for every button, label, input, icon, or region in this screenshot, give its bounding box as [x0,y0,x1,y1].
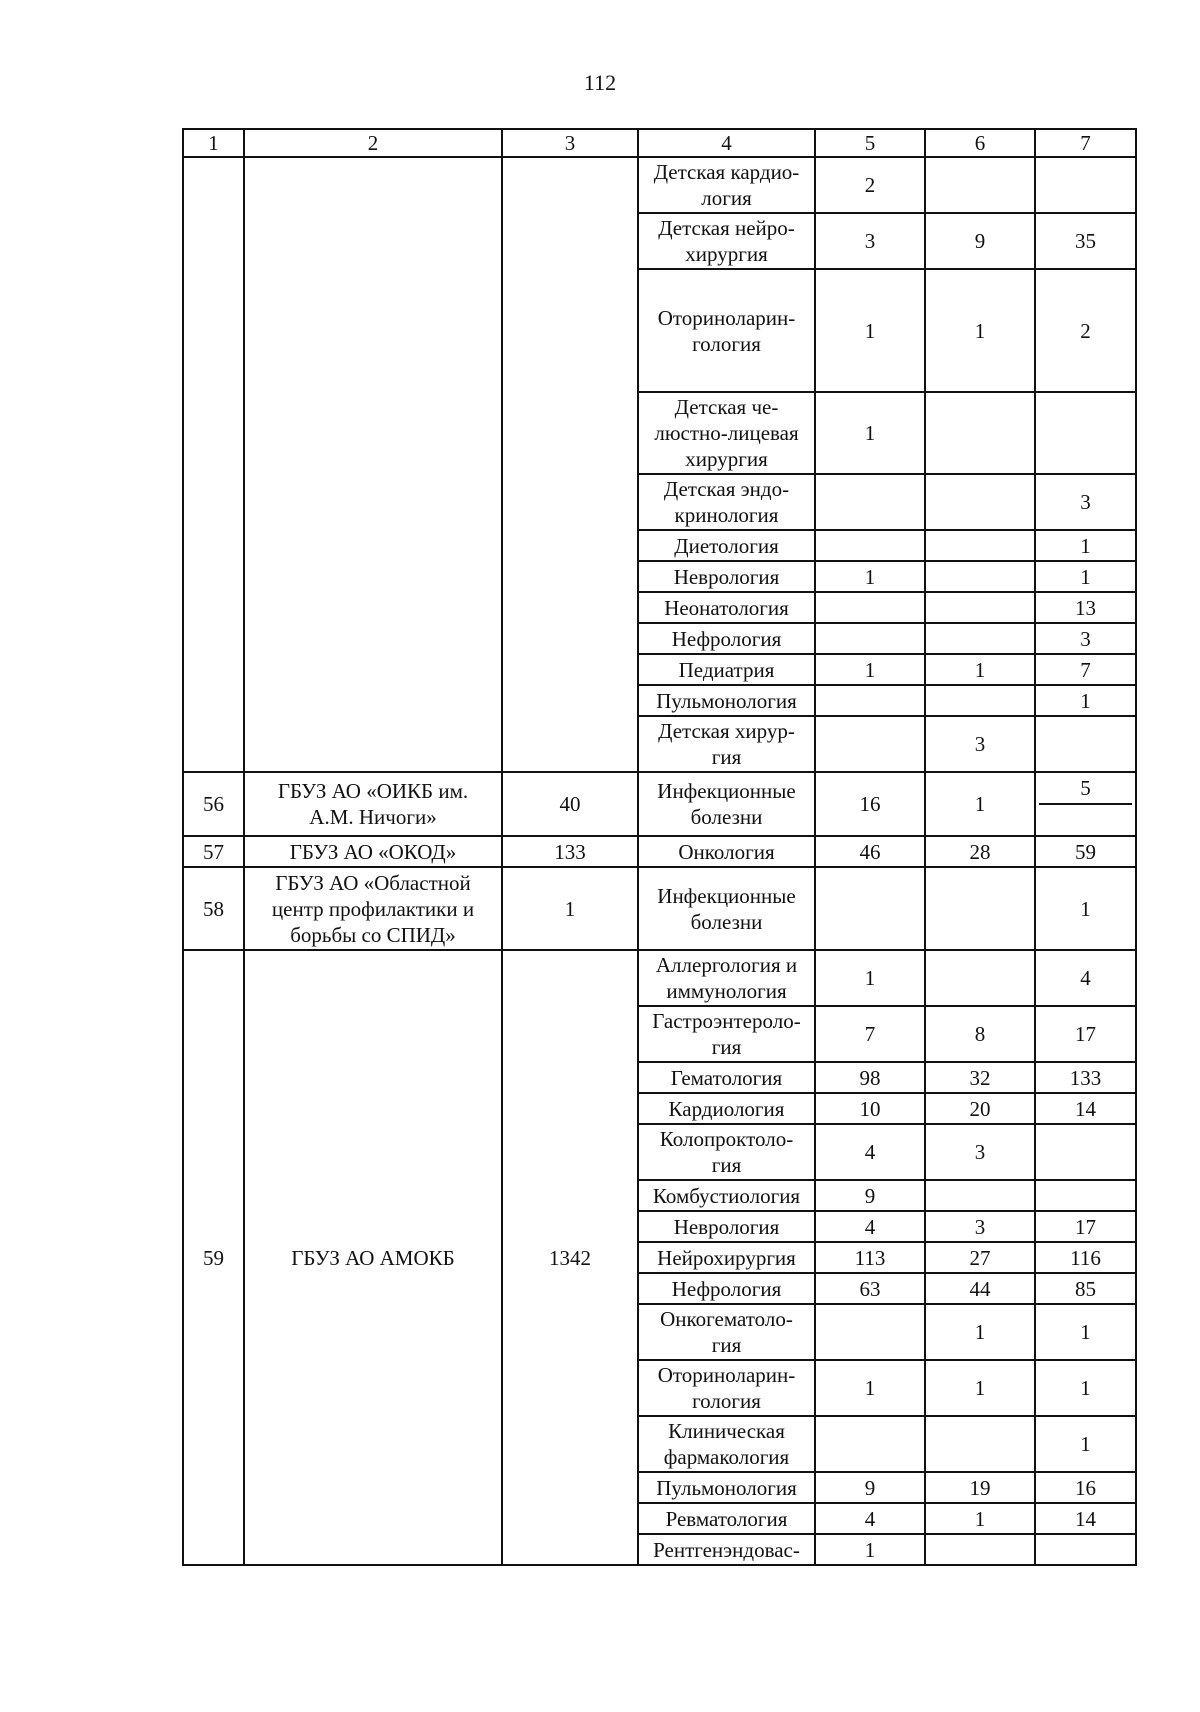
col7-cell: 1 [1035,1360,1136,1416]
col5-cell: 16 [815,772,925,836]
col7-cell: 16 [1035,1472,1136,1503]
col5-cell [815,685,925,716]
col7-cell: 2 [1035,269,1136,392]
profile-cell: Ревматология [638,1503,815,1534]
col6-cell: 28 [925,836,1035,867]
profile-cell: Клиническая фармакология [638,1416,815,1472]
col5-cell: 63 [815,1273,925,1304]
col5-cell: 1 [815,1534,925,1565]
col6-cell: 3 [925,716,1035,772]
col6-cell: 1 [925,1304,1035,1360]
col6-cell: 1 [925,1360,1035,1416]
col5-cell: 1 [815,392,925,474]
col5-cell: 10 [815,1093,925,1124]
col5-cell: 1 [815,561,925,592]
col5-cell: 9 [815,1180,925,1211]
beds-cell [502,157,638,772]
col5-cell: 4 [815,1211,925,1242]
profile-cell: Нефрология [638,623,815,654]
col6-cell [925,592,1035,623]
profile-cell: Пульмонология [638,685,815,716]
col7-cell: 4 [1035,950,1136,1006]
col6-cell [925,867,1035,950]
col5-cell: 4 [815,1503,925,1534]
beds-cell: 1 [502,867,638,950]
col5-cell: 1 [815,269,925,392]
col7-cell: 1 [1035,867,1136,950]
col6-cell: 8 [925,1006,1035,1062]
col5-cell [815,530,925,561]
col6-cell [925,530,1035,561]
profile-cell: Онкогематоло- гия [638,1304,815,1360]
profile-cell: Инфекционные болезни [638,772,815,836]
col7-cell: 133 [1035,1062,1136,1093]
col5-cell [815,1416,925,1472]
col6-cell [925,1416,1035,1472]
organization-cell: ГБУЗ АО «ОКОД» [244,836,502,867]
profile-cell: Детская эндо- кринология [638,474,815,530]
column-header-4: 4 [638,129,815,157]
column-header-3: 3 [502,129,638,157]
organization-cell: ГБУЗ АО «ОИКБ им. А.М. Ничоги» [244,772,502,836]
col7-empty-cell [1039,803,1132,835]
row-number-cell: 59 [183,950,244,1565]
profile-cell: Аллергология и иммунология [638,950,815,1006]
profile-cell: Детская хирур- гия [638,716,815,772]
col7-cell: 35 [1035,213,1136,269]
beds-cell: 133 [502,836,638,867]
profile-cell: Нефрология [638,1273,815,1304]
col6-cell: 9 [925,213,1035,269]
col6-cell [925,474,1035,530]
row-number-cell: 57 [183,836,244,867]
col6-cell [925,1180,1035,1211]
col7-cell: 59 [1035,836,1136,867]
col6-cell: 3 [925,1211,1035,1242]
col7-cell: 14 [1035,1503,1136,1534]
col5-cell: 7 [815,1006,925,1062]
col6-cell: 19 [925,1472,1035,1503]
col7-cell [1035,392,1136,474]
profile-cell: Онкология [638,836,815,867]
profile-cell: Гематология [638,1062,815,1093]
col6-cell [925,392,1035,474]
page-number: 112 [583,70,617,95]
col7-cell: 1 [1035,1416,1136,1472]
column-header-1: 1 [183,129,244,157]
col5-cell [815,623,925,654]
table-row [183,950,1136,1006]
col6-cell: 44 [925,1273,1035,1304]
col7-cell: 1 [1035,530,1136,561]
profile-cell: Гастроэнтероло- гия [638,1006,815,1062]
profile-cell: Инфекционные болезни [638,867,815,950]
col6-cell: 1 [925,269,1035,392]
col6-cell [925,685,1035,716]
profile-cell: Неонатология [638,592,815,623]
col6-cell [925,561,1035,592]
col5-cell: 113 [815,1242,925,1273]
col5-cell: 4 [815,1124,925,1180]
profile-cell: Детская нейро- хирургия [638,213,815,269]
profile-cell: Комбустиология [638,1180,815,1211]
profile-cell: Неврология [638,1211,815,1242]
column-header-7: 7 [1035,129,1136,157]
col7-cell: 1 [1035,1304,1136,1360]
profile-cell: Кардиология [638,1093,815,1124]
col6-cell [925,1534,1035,1565]
col7-cell [1035,1534,1136,1565]
col7-cell: 13 [1035,592,1136,623]
beds-cell: 40 [502,772,638,836]
col7-cell [1035,157,1136,213]
col5-cell [815,1304,925,1360]
col7-cell [1035,1180,1136,1211]
col6-cell: 1 [925,772,1035,836]
header-row [183,129,1136,157]
organization-cell: ГБУЗ АО АМОКБ [244,950,502,1565]
col7-cell: 3 [1035,474,1136,530]
table-row [183,867,1136,950]
col7-cell [1035,716,1136,772]
profile-cell: Педиатрия [638,654,815,685]
col7-cell: 116 [1035,1242,1136,1273]
col5-cell [815,867,925,950]
organization-cell: ГБУЗ АО «Областной центр профилактики и борьбы со СПИД» [244,867,502,950]
col7-cell: 3 [1035,623,1136,654]
col7-cell [1035,1124,1136,1180]
col7-cell: 5 [1080,776,1091,800]
col7-cell: 17 [1035,1006,1136,1062]
col7-cell: 85 [1035,1273,1136,1304]
col5-cell: 9 [815,1472,925,1503]
col6-cell: 3 [925,1124,1035,1180]
table-row [183,157,1136,213]
col6-cell: 20 [925,1093,1035,1124]
profile-cell: Оториноларин- гология [638,1360,815,1416]
profile-cell: Детская че- люстно-лицевая хирургия [638,392,815,474]
column-header-6: 6 [925,129,1035,157]
table-row [183,772,1136,836]
row-number-cell: 56 [183,772,244,836]
profile-cell: Оториноларин- гология [638,269,815,392]
col5-cell: 98 [815,1062,925,1093]
col7-cell: 14 [1035,1093,1136,1124]
col7-cell: 1 [1035,561,1136,592]
col7-split-cell [1035,772,1136,836]
col7-cell: 1 [1035,685,1136,716]
profile-cell: Колопроктоло- гия [638,1124,815,1180]
row-number-cell [183,157,244,772]
row-number-cell: 58 [183,867,244,950]
col6-cell [925,623,1035,654]
profile-cell: Детская кардио- логия [638,157,815,213]
profile-cell: Нейрохирургия [638,1242,815,1273]
col6-cell [925,157,1035,213]
column-header-5: 5 [815,129,925,157]
col6-cell: 32 [925,1062,1035,1093]
profile-cell: Рентгенэндовас- [638,1534,815,1565]
profile-cell: Неврология [638,561,815,592]
col6-cell [925,950,1035,1006]
col5-cell: 1 [815,950,925,1006]
col5-cell: 46 [815,836,925,867]
col7-cell: 7 [1035,654,1136,685]
col5-cell: 3 [815,213,925,269]
data-table [182,128,1137,1566]
col6-cell: 1 [925,654,1035,685]
col5-cell: 1 [815,654,925,685]
beds-cell: 1342 [502,950,638,1565]
col5-cell: 1 [815,1360,925,1416]
col5-cell [815,716,925,772]
organization-cell [244,157,502,772]
col6-cell: 1 [925,1503,1035,1534]
column-header-2: 2 [244,129,502,157]
col6-cell: 27 [925,1242,1035,1273]
profile-cell: Диетология [638,530,815,561]
profile-cell: Пульмонология [638,1472,815,1503]
table-row [183,836,1136,867]
col5-cell [815,592,925,623]
col7-cell: 17 [1035,1211,1136,1242]
col5-cell: 2 [815,157,925,213]
col5-cell [815,474,925,530]
